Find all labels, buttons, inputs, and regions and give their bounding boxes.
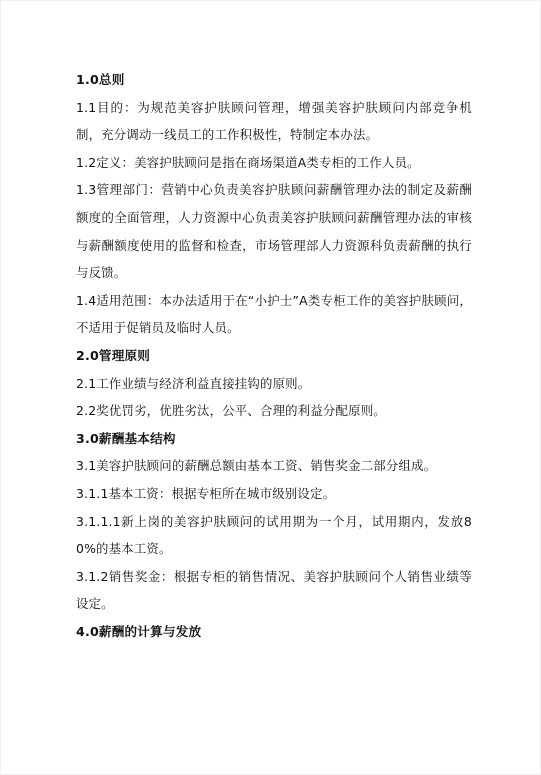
- paragraph-salary-composition: 3.1美容护肤顾问的薪酬总额由基本工资、销售奖金二部分组成。: [76, 458, 437, 474]
- paragraph-scope: 1.4适用范围：本办法适用于在“小护士”A类专柜工作的美容护肤顾问，不适用于促销员及临时人员。: [76, 292, 472, 336]
- section-heading-principles: 2.0管理原则: [76, 347, 151, 363]
- paragraph-purpose: 1.1目的：为规范美容护肤顾问管理，增强美容护肤顾问内部竞争机制，充分调动一线员工的工作积极性，特制定本办法。: [76, 99, 472, 143]
- paragraph-management-dept: 1.3管理部门：营销中心负责美容护肤顾问薪酬管理办法的制定及薪酬额度的全面管理，人力资源中心负责美容护肤顾问薪酬管理办法的审核与薪酬额度使用的监督和检查，市场管理部人力资源科负责薪酬的执行与反馈。: [76, 182, 472, 281]
- paragraph-principle-2: 2.2奖优罚劣，优胜劣汰，公平、合理的利益分配原则。: [76, 403, 386, 419]
- section-heading-calculation: 4.0薪酬的计算与发放: [76, 623, 202, 639]
- paragraph-definition: 1.2定义：美容护肤顾问是指在商场渠道A类专柜的工作人员。: [76, 154, 420, 170]
- section-heading-general: 1.0总则: [76, 72, 125, 87]
- paragraph-principle-1: 2.1工作业绩与经济利益直接挂钩的原则。: [76, 375, 311, 391]
- paragraph-probation: 3.1.1.1新上岗的美容护肤顾问的试用期为一个月，试用期内，发放80%的基本工资。: [76, 513, 472, 557]
- section-heading-salary-structure: 3.0薪酬基本结构: [76, 430, 176, 446]
- paragraph-base-salary: 3.1.1基本工资：根据专柜所在城市级别设定。: [76, 485, 336, 501]
- paragraph-sales-bonus: 3.1.2销售奖金：根据专柜的销售情况、美容护肤顾问个人销售业绩等设定。: [76, 568, 472, 612]
- document-body: [76, 66, 472, 645]
